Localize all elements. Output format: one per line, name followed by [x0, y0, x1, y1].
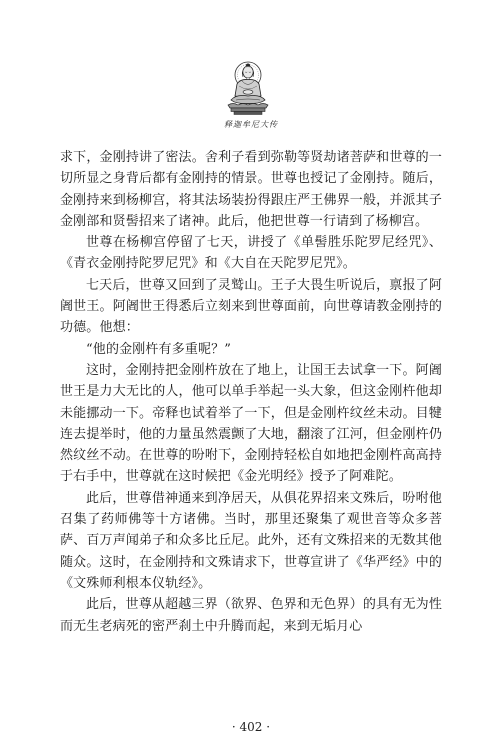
paragraph: 此后，世尊借神通来到净居天，从俱花界招来文殊后，吩咐他召集了药师佛等十方诸佛。当时，那里还聚集了观世音等众多菩萨、百万声闻弟子和众多比丘尼。此外，还有文殊招来的无数其他随众。这时，在金刚持和文殊请求下，世尊宣讲了《华严经》中的《文殊师利根本仪轨经》。: [60, 490, 442, 591]
page-header: [0, 58, 502, 130]
paragraph: “他的金刚杵有多重呢？”: [86, 341, 232, 357]
paragraph: 求下，金刚持讲了密法。舍利子看到弥勒等贤劫诸菩萨和世尊的一切所显之身背后都有金刚持的情景。世尊也授记了金刚持。随后，金刚持来到杨柳宫，将其法场装扮得跟庄严王佛界一般，并派其子金刚部和贤髻招来了诸神。此后，他把世尊一行请到了杨柳宫。: [60, 150, 442, 229]
body-text: [60, 147, 442, 637]
page-number: · 402 ·: [231, 720, 271, 734]
paragraph: 世尊在杨柳宫停留了七天，讲授了《单髻胜乐陀罗尼经咒》、《青衣金刚持陀罗尼咒》和《大自在天陀罗尼咒》。: [60, 235, 442, 272]
seated-buddha-icon: [218, 58, 278, 116]
paragraph: 七天后，世尊又回到了灵鹫山。王子大畏生听说后，禀报了阿阇世王。阿阇世王得悉后立刻来到世尊面前，向世尊请教金刚持的功德。他想：: [60, 277, 442, 336]
running-head: 释迦牟尼大传: [224, 120, 278, 129]
paragraph: 这时，金刚持把金刚杵放在了地上，让国王去试拿一下。阿阇世王是力大无比的人，他可以单手举起一头大象，但这金刚杵他却未能挪动一下。帝释也试着举了一下，但是金刚杵纹丝未动。目犍连去提举时，他的力量虽然震颤了大地，翻滚了江河，但金刚杵仍然纹丝不动。在世尊的吩咐下，金刚持轻松自如地把金刚杵高高持于右手中，世尊就在这时候把《金光明经》授予了阿难陀。: [60, 362, 442, 485]
paragraph: 此后，世尊从超越三界（欲界、色界和无色界）的具有无为性而无生老病死的密严刹土中升腾而起，来到无垢月心: [60, 597, 442, 634]
